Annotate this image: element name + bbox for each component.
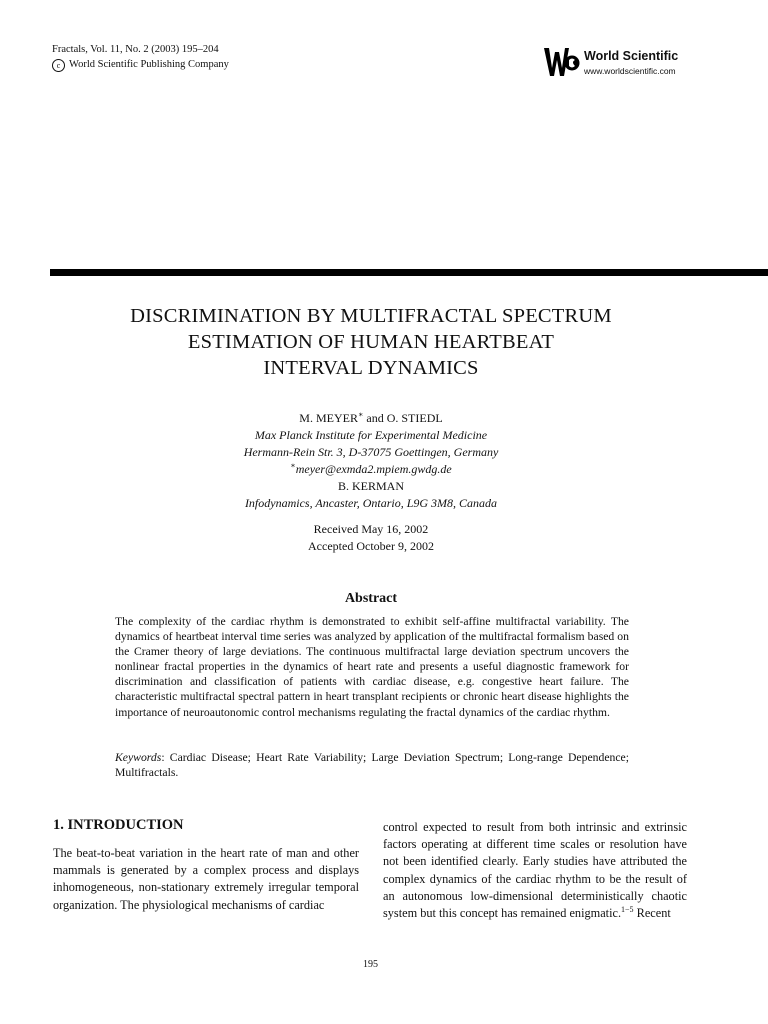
author-stiedl: O. STIEDL <box>386 411 443 425</box>
publisher-name: World Scientific <box>584 49 679 63</box>
journal-info <box>52 42 229 72</box>
header-rule <box>50 269 768 276</box>
intro-column-2-text: control expected to result from both intrinsic and extrinsic factors operating at different time scales or resolution have not been identified clearly. Early studies have attributed the complex dynamics of the cardiac rhythm to be the result of an autonomous low-dimensional deterministically chaotic system but this concept has remained enigmatic. <box>383 820 687 921</box>
affiliation-1: Max Planck Institute for Experimental Medicine <box>254 428 488 442</box>
title-line-3: INTERVAL DYNAMICS <box>263 357 479 379</box>
affiliation-2: Infodynamics, Ancaster, Ontario, L9G 3M8, Canada <box>244 496 498 510</box>
reference-citation[interactable]: 1−5 <box>621 904 634 914</box>
copyright-line <box>52 57 229 72</box>
paper-title <box>40 303 702 381</box>
publisher-url: www.worldscientific.com <box>584 66 676 76</box>
address-1: Hermann-Rein Str. 3, D-37075 Goettingen, Germany <box>243 445 499 459</box>
keywords-text: : Cardiac Disease; Heart Rate Variability; Large Deviation Spectrum; Long-range Dependence; Multifractals. <box>115 751 629 780</box>
abstract-heading: Abstract <box>344 591 398 606</box>
author-block <box>120 410 622 555</box>
abstract-text: The complexity of the cardiac rhythm is demonstrated to exhibit self-affine multifractal variability. The dynamics of heartbeat interval time series was analyzed by application of the multifractal formalism based on the Cramer theory of large deviations. The continuous multifractal large deviation spectrum uncovers the nonlinear fractal properties in the dynamics of heart rate and presents a useful diagnostic framework for discrimination and classification of patients with cardiac disease, e.g. congestive heart failure. The characteristic multifractal spectral pattern in heart transplant recipients or chronic heart disease highlights the importance of neuroautonomic control mechanisms regulating the fractal dynamics of the cardiac rhythm. <box>115 615 629 719</box>
journal-citation: Fractals, Vol. 11, No. 2 (2003) 195–204 <box>52 44 219 55</box>
section-heading: 1. INTRODUCTION <box>53 817 184 833</box>
title-line-2: ESTIMATION OF HUMAN HEARTBEAT <box>187 331 555 353</box>
copyright-text: World Scientific Publishing Company <box>69 59 229 70</box>
copyright-icon: c <box>52 59 65 72</box>
intro-column-2 <box>383 819 687 922</box>
received-date: Received May 16, 2002 <box>313 522 429 536</box>
author-mark: ∗ <box>357 410 364 419</box>
intro-column-2-tail: Recent <box>633 906 671 921</box>
accepted-date: Accepted October 9, 2002 <box>308 539 434 553</box>
keywords-label: Keywords <box>115 751 162 764</box>
author-kerman: B. KERMAN <box>337 479 404 493</box>
authors-line-1 <box>120 410 622 427</box>
author-email[interactable]: meyer@exmda2.mpiem.gwdg.de <box>295 462 452 476</box>
author-and: and <box>363 411 387 425</box>
intro-column-1: The beat-to-beat variation in the heart rate of man and other mammals is generated by a complex process and displays inhomogeneous, non-stationary extremely irregular temporal organization. The physiological mechanisms of cardiac <box>53 846 359 912</box>
world-scientific-logo-icon <box>544 44 580 78</box>
page-number: 195 <box>363 959 378 970</box>
author-meyer: M. MEYER <box>299 411 358 425</box>
publisher-logo <box>544 44 734 80</box>
keywords <box>115 750 629 780</box>
title-line-1: DISCRIMINATION BY MULTIFRACTAL SPECTRUM <box>130 305 612 327</box>
email-line <box>120 461 622 478</box>
email-mark: ∗ <box>290 461 296 470</box>
